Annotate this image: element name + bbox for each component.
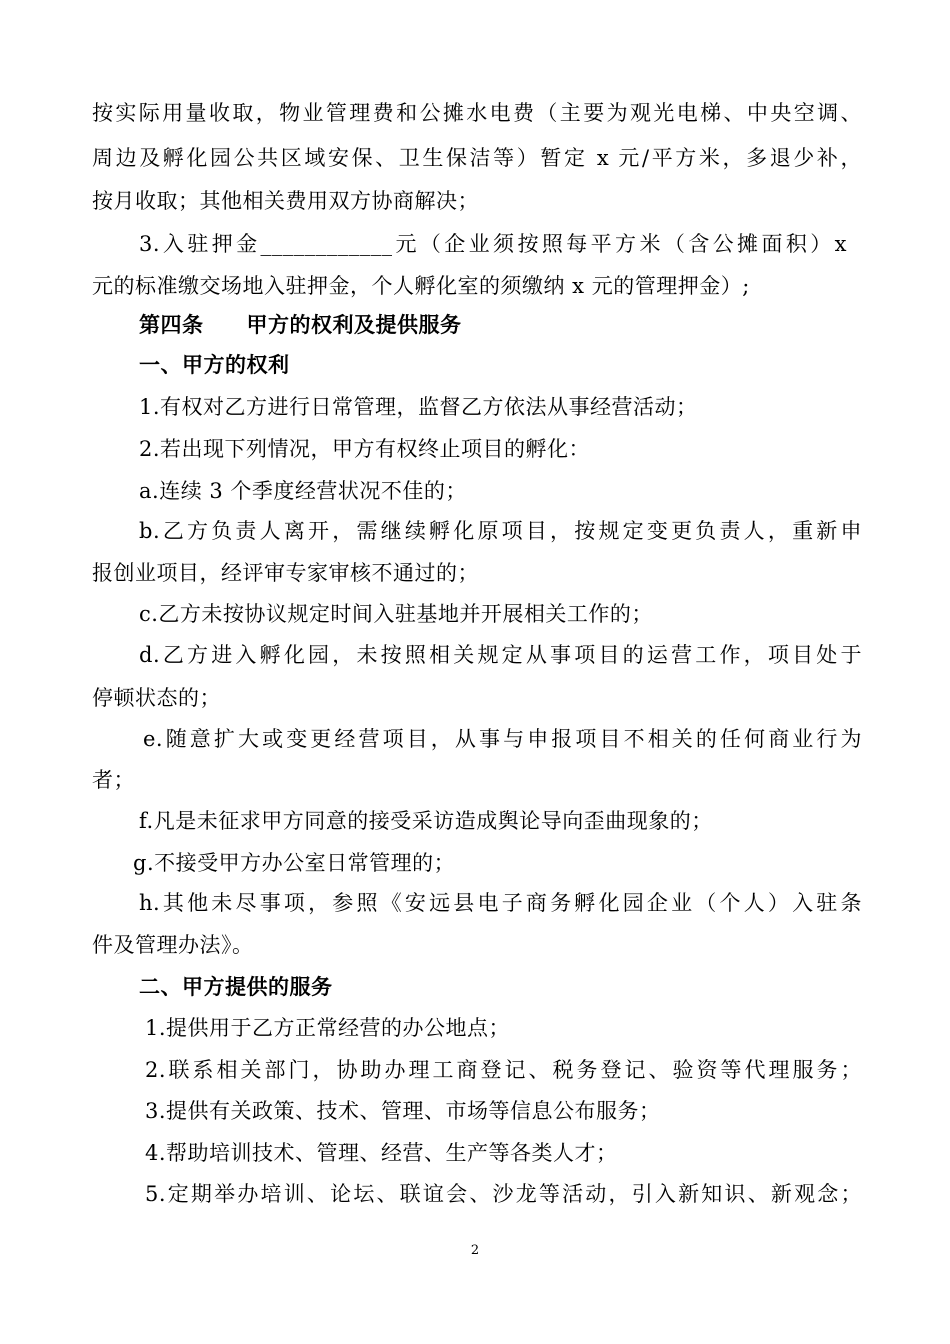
list-item-services-1: 1.提供用于乙方正常经营的办公地点；: [145, 1016, 511, 1040]
body-line-2: 周边及孵化园公共区域安保、卫生保洁等）暂定 x 元/平方米，多退少补，: [92, 146, 862, 170]
body-line-4: 3.入驻押金____________元（企业须按照每平方米（含公摊面积）x: [139, 232, 847, 256]
list-item-rights-2: 2.若出现下列情况，甲方有权终止项目的孵化：: [139, 437, 591, 461]
list-item-d-continued: 停顿状态的；: [92, 686, 221, 710]
list-item-services-2: 2.联系相关部门，协助办理工商登记、税务登记、验资等代理服务；: [145, 1058, 862, 1082]
list-item-services-4: 4.帮助培训技术、管理、经营、生产等各类人才；: [145, 1141, 618, 1165]
list-item-c: c.乙方未按协议规定时间入驻基地并开展相关工作的；: [139, 602, 653, 626]
list-item-g: g.不接受甲方办公室日常管理的；: [133, 851, 456, 875]
list-item-e-continued: 者；: [92, 768, 135, 792]
list-item-b: b.乙方负责人离开，需继续孵化原项目，按规定变更负责人，重新申: [139, 519, 862, 543]
list-item-h: h.其他未尽事项，参照《安远县电子商务孵化园企业（个人）入驻条: [139, 891, 862, 915]
list-item-e: e.随意扩大或变更经营项目，从事与申报项目不相关的任何商业行为: [143, 727, 862, 751]
list-item-b-continued: 报创业项目，经评审专家审核不通过的；: [92, 561, 479, 585]
body-line-5: 元的标准缴交场地入驻押金，个人孵化室的须缴纳 x 元的管理押金）;: [92, 274, 750, 298]
list-item-a: a.连续 3 个季度经营状况不佳的；: [139, 479, 467, 503]
list-item-h-continued: 件及管理办法》。: [92, 933, 254, 957]
list-item-services-3: 3.提供有关政策、技术、管理、市场等信息公布服务；: [145, 1099, 661, 1123]
page-number: 2: [470, 1243, 480, 1258]
list-item-f: f.凡是未征求甲方同意的接受采访造成舆论导向歪曲现象的；: [139, 809, 713, 833]
subsection-heading-services: 二、甲方提供的服务: [139, 974, 333, 999]
list-item-services-5: 5.定期举办培训、论坛、联谊会、沙龙等活动，引入新知识、新观念；: [145, 1182, 862, 1206]
section-heading-article-4: 第四条 甲方的权利及提供服务: [139, 312, 462, 337]
body-line-3: 按月收取；其他相关费用双方协商解决；: [92, 189, 479, 213]
list-item-rights-1: 1.有权对乙方进行日常管理，监督乙方依法从事经营活动；: [139, 395, 698, 419]
list-item-d: d.乙方进入孵化园，未按照相关规定从事项目的运营工作，项目处于: [139, 643, 862, 667]
subsection-heading-rights: 一、甲方的权利: [139, 352, 290, 377]
body-line-1: 按实际用量收取，物业管理费和公摊水电费（主要为观光电梯、中央空调、: [92, 101, 862, 125]
